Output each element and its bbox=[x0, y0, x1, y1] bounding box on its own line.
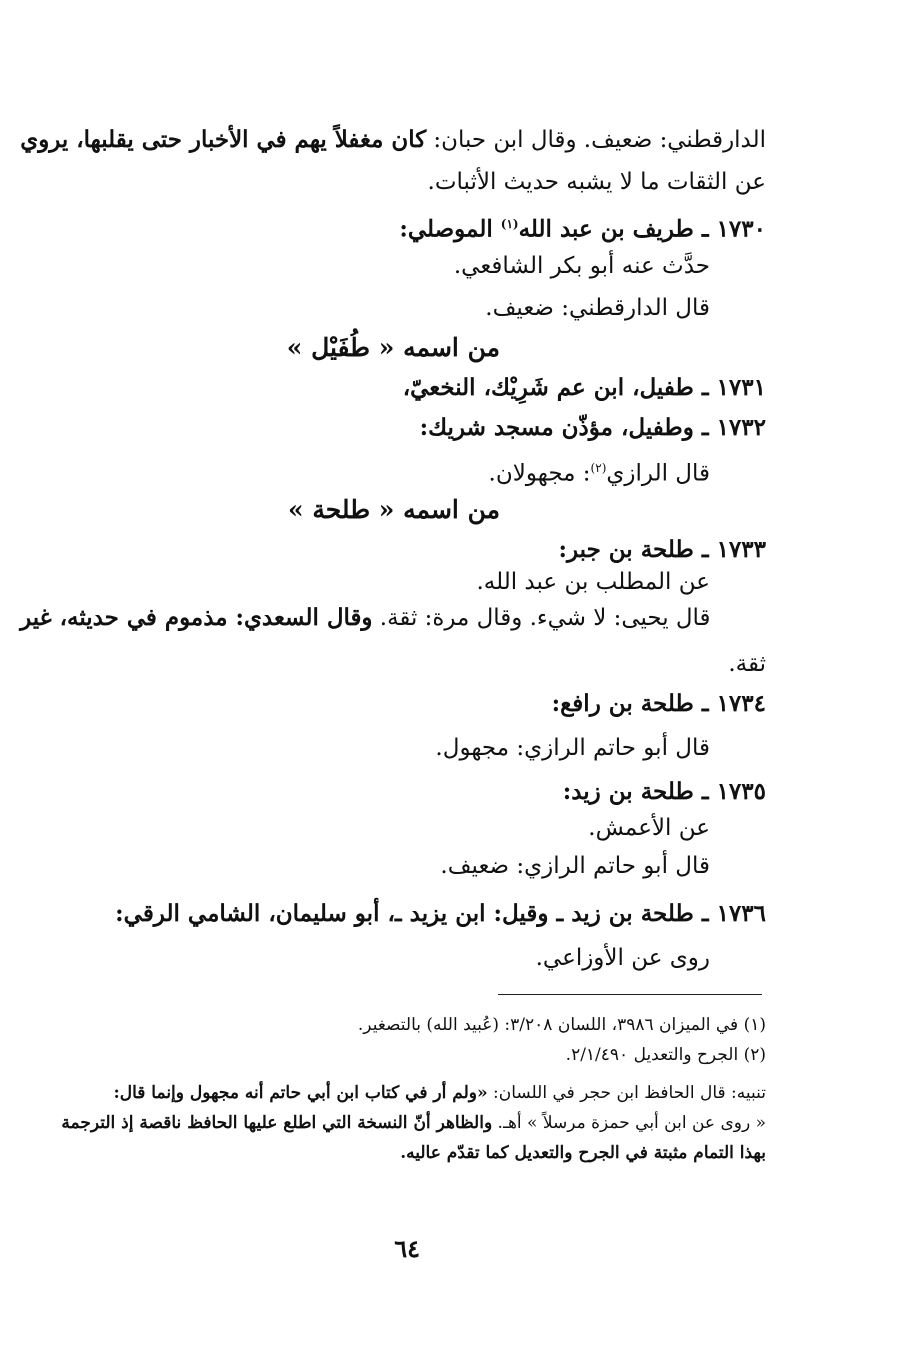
body-line: قال أبو حاتم الرازي: مجهول. bbox=[435, 735, 710, 761]
footnote-note-line bbox=[61, 1110, 766, 1136]
entry-1730-heading bbox=[399, 208, 766, 246]
body-line: قال الدارقطني: ضعيف. bbox=[485, 295, 710, 321]
text-run: الموصلي: bbox=[399, 215, 501, 243]
section-heading-talha: من اسمه « طلحة » bbox=[288, 495, 500, 524]
text-run: والظاهر أنّ النسخة التي اطلع عليها الحافظ ناقصة إذ الترجمة bbox=[61, 1113, 493, 1133]
text-run: قال الرازي bbox=[606, 460, 710, 487]
body-line bbox=[20, 124, 766, 156]
footnote-note-line bbox=[113, 1080, 766, 1106]
body-line: عن المطلب بن عبد الله. bbox=[476, 569, 710, 595]
footnote-1: (١) في الميزان ٣٩٨٦، اللسان ٣/٢٠٨: (عُبيد الله) بالتصغير. bbox=[357, 1015, 766, 1035]
section-heading-tufail: من اسمه « طُفَيْل » bbox=[286, 333, 500, 362]
text-run: وقال السعدي: مذموم في حديثه، غير bbox=[19, 604, 373, 631]
body-line: عن الثقات ما لا يشبه حديث الأثبات. bbox=[427, 169, 766, 195]
text-run: : مجهولان. bbox=[488, 460, 591, 487]
entry-1732-heading: ١٧٣٢ ـ وطفيل، مؤذّن مسجد شريك: bbox=[419, 414, 766, 441]
entry-1733-heading: ١٧٣٣ ـ طلحة بن جبر: bbox=[558, 536, 766, 563]
text-run: تنبيه: قال الحافظ ابن حجر في اللسان: bbox=[487, 1083, 766, 1103]
entry-1734-heading: ١٧٣٤ ـ طلحة بن رافع: bbox=[551, 690, 766, 717]
footnote-2: (٢) الجرح والتعديل ٢/١/٤٩٠. bbox=[565, 1045, 766, 1065]
text-run: كان مغفلاً يهم في الأخبار حتى يقلبها، يروي bbox=[20, 126, 427, 153]
entry-1735-heading: ١٧٣٥ ـ طلحة بن زيد: bbox=[562, 778, 766, 805]
body-line: عن الأعمش. bbox=[588, 815, 710, 841]
text-run: قال يحيى: لا شيء. وقال مرة: ثقة. bbox=[372, 605, 710, 631]
text-run: «ولم أر في كتاب ابن أبي حاتم أنه مجهول وإنما قال: bbox=[113, 1083, 488, 1103]
page-number: ٦٤ bbox=[394, 1234, 420, 1263]
text-run: « روى عن ابن أبي حمزة مرسلاً » أهـ. bbox=[492, 1113, 766, 1133]
body-line bbox=[20, 602, 710, 634]
footnote-marker: (٢) bbox=[590, 461, 607, 475]
body-line: روى عن الأوزاعي. bbox=[535, 945, 710, 971]
entry-1736-heading: ١٧٣٦ ـ طلحة بن زيد ـ وقيل: ابن يزيد ـ، أبو سليمان، الشامي الرقي: bbox=[115, 900, 766, 927]
footnote-marker: (١) bbox=[500, 217, 519, 231]
body-line bbox=[489, 452, 710, 490]
text-run: ١٧٣٠ ـ طريف بن عبد الله bbox=[518, 215, 766, 243]
body-line: حدَّث عنه أبو بكر الشافعي. bbox=[453, 253, 710, 279]
body-line: ثقة. bbox=[728, 651, 766, 677]
text-run: الدارقطني: ضعيف. وقال ابن حبان: bbox=[426, 127, 766, 153]
body-line: قال أبو حاتم الرازي: ضعيف. bbox=[440, 853, 710, 879]
footnote-separator bbox=[498, 994, 762, 995]
entry-1731-heading: ١٧٣١ ـ طفيل، ابن عم شَرِيْك، النخعيّ، bbox=[402, 374, 766, 401]
footnote-note-line: بهذا التمام مثبتة في الجرح والتعديل كما تقدّم عاليه. bbox=[400, 1143, 766, 1163]
